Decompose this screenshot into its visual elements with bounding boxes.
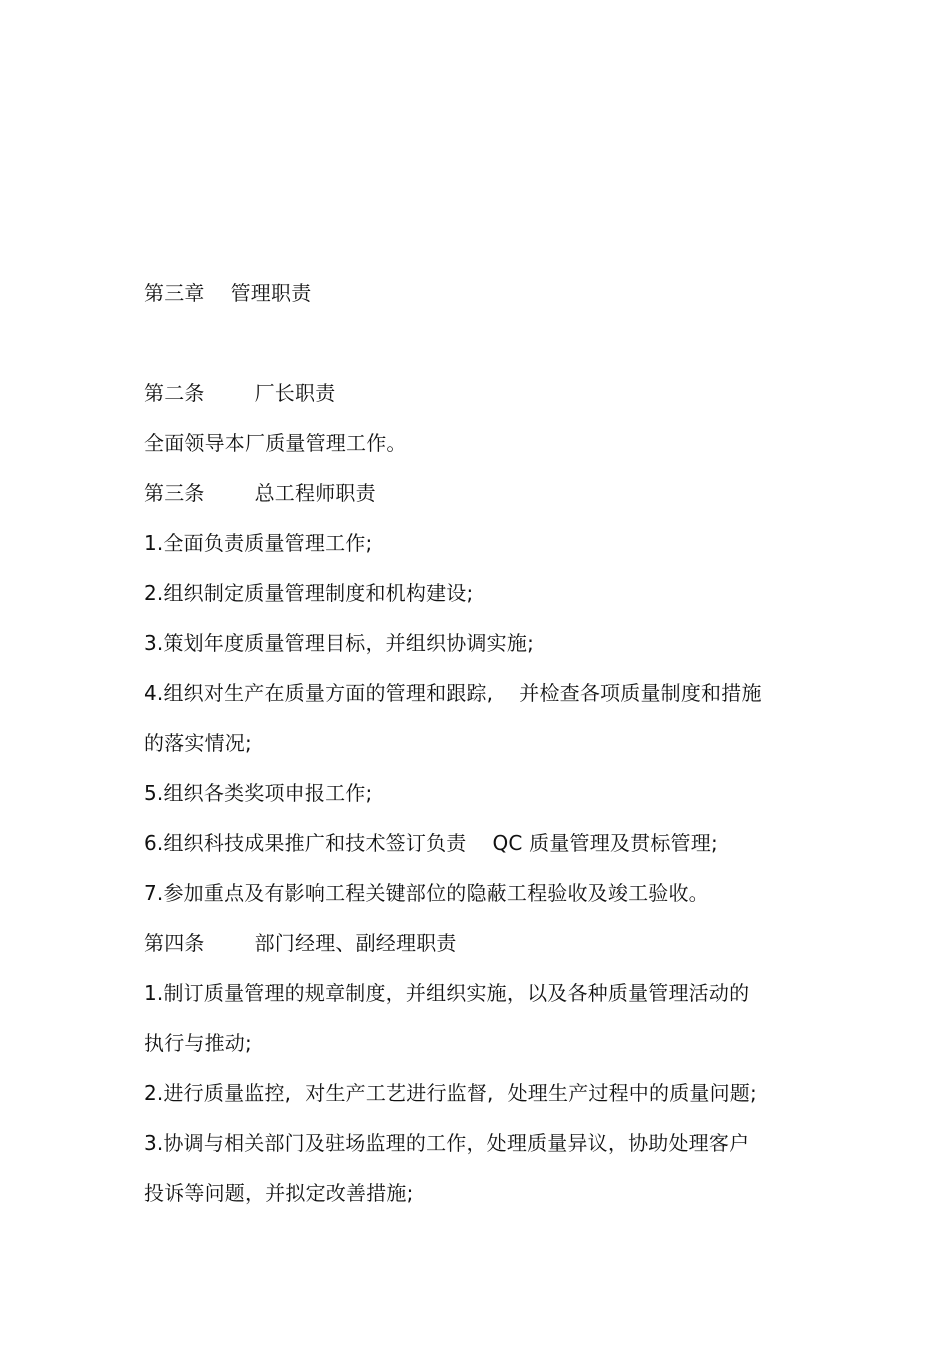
article-4-item-1: 1.制订质量管理的规章制度，并组织实施，以及各种质量管理活动的 (144, 981, 750, 1005)
article-3-item-4-part-a: 4.组织对生产在质量方面的管理和跟踪, (144, 681, 494, 705)
article-2-heading (144, 381, 335, 405)
article-3-item-3: 3.策划年度质量管理目标，并组织协调实施; (144, 631, 535, 655)
chapter-heading (144, 281, 311, 305)
article-4-item-2-part-c: 处理生产过程中的质量问题; (507, 1081, 757, 1105)
article-2-number: 第二条 (144, 381, 205, 405)
article-4-item-1-continued: 执行与推动; (144, 1031, 252, 1055)
article-3-item-4 (144, 681, 762, 705)
article-3-item-6-part-a: 6.组织科技成果推广和技术签订负责 (144, 831, 467, 855)
article-3-heading (144, 481, 376, 505)
chapter-title: 管理职责 (230, 281, 312, 305)
article-3-item-6-part-b: QC 质量管理及贯标管理; (492, 831, 718, 855)
article-4-item-3: 3.协调与相关部门及驻场监理的工作，处理质量异议，协助处理客户 (144, 1131, 750, 1155)
article-3-item-2: 2.组织制定质量管理制度和机构建设; (144, 581, 474, 605)
article-4-item-3-continued: 投诉等问题，并拟定改善措施; (144, 1181, 414, 1205)
article-3-number: 第三条 (144, 481, 205, 505)
article-4-item-2-part-a: 2.进行质量监控, (144, 1081, 292, 1105)
article-3-title: 总工程师职责 (254, 481, 376, 505)
article-3-item-4-continued: 的落实情况; (144, 731, 252, 755)
article-3-item-4-part-b: 并检查各项质量制度和措施 (519, 681, 762, 705)
article-2-body: 全面领导本厂质量管理工作。 (144, 431, 407, 455)
article-3-item-1: 1.全面负责质量管理工作; (144, 531, 373, 555)
article-3-item-5: 5.组织各类奖项申报工作; (144, 781, 373, 805)
article-3-item-6 (144, 831, 718, 855)
chapter-number: 第三章 (144, 281, 205, 305)
article-4-title: 部门经理、副经理职责 (254, 931, 457, 955)
article-3-item-7: 7.参加重点及有影响工程关键部位的隐蔽工程验收及竣工验收。 (144, 881, 709, 905)
article-4-item-2-part-b: 对生产工艺进行监督, (305, 1081, 494, 1105)
article-2-title: 厂长职责 (254, 381, 336, 405)
article-4-item-2 (144, 1081, 757, 1105)
article-4-number: 第四条 (144, 931, 205, 955)
article-4-heading (144, 931, 457, 955)
